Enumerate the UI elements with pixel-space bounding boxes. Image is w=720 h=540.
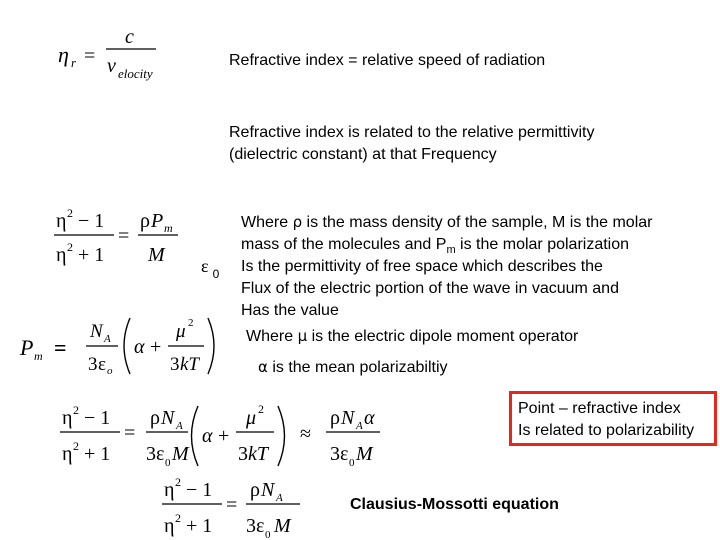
svg-text:α: α [134,336,145,358]
free-space-description: Is the permittivity of free space which describes the [241,258,603,275]
svg-text:− 1: − 1 [186,479,213,501]
svg-text:=: = [118,225,130,247]
svg-text:=: = [124,422,136,444]
svg-text:3: 3 [246,515,256,537]
svg-text:3: 3 [170,354,180,375]
svg-text:ε: ε [256,515,265,537]
svg-text:ε: ε [340,443,349,465]
svg-text:v: v [107,55,116,77]
svg-text:ε: ε [156,443,165,465]
svg-text:0: 0 [265,529,271,540]
svg-text:η: η [58,42,69,67]
svg-text:μ: μ [176,321,186,342]
svg-text:+: + [150,336,162,358]
svg-text:η: η [164,515,175,537]
svg-text:=: = [54,335,67,360]
svg-text:A: A [276,492,283,504]
svg-text:2: 2 [73,403,79,417]
equation-name-label: Clausius-Mossotti equation [350,496,559,513]
svg-text:α: α [202,425,213,447]
svg-text:=: = [226,494,238,516]
svg-text:2: 2 [258,402,264,416]
refractive-speed-statement: Refractive index = relative speed of radiation [229,52,546,69]
svg-text:A: A [356,420,363,432]
clausius-mossotti-equation [160,472,310,540]
svg-text:η: η [56,244,67,266]
svg-text:η: η [164,479,175,501]
rho-symbol: ρ [292,213,303,231]
svg-text:3: 3 [146,443,156,465]
callout-line1: Point – refractive index [518,400,681,417]
svg-text:≈: ≈ [300,423,311,445]
svg-text:m: m [34,349,43,363]
svg-text:A: A [104,333,111,345]
svg-text:ε: ε [98,354,106,375]
svg-text:2: 2 [175,475,181,489]
svg-text:μ: μ [246,407,257,429]
svg-text:M: M [274,515,291,537]
alpha-symbol: α [258,358,268,376]
permittivity-statement-line1: Refractive index is related to the relative permittivity [229,124,595,141]
dipole-description: Where μ is the electric dipole moment operator [246,327,579,345]
svg-text:+ 1: + 1 [84,443,111,465]
molar-polarization-description: mass of the molecules and $P_m$ is the molar polarization [241,236,630,256]
molar-polarization-equation [52,205,182,273]
density-description: Where ρ is the mass density of the sample, M is the molar [241,213,653,231]
svg-text:o: o [107,365,113,377]
svg-text:P: P [20,335,34,360]
svg-text:N: N [161,407,175,429]
svg-text:kT: kT [180,354,199,375]
svg-text:elocity: elocity [118,66,153,81]
combined-equation [58,398,398,470]
svg-text:η: η [62,407,73,429]
svg-text:ρ: ρ [330,407,340,429]
svg-text:ρ: ρ [140,210,150,232]
svg-text:2: 2 [188,317,194,329]
svg-text:− 1: − 1 [84,407,111,429]
svg-text:2: 2 [73,439,79,453]
svg-text:ρ: ρ [150,407,160,429]
svg-text:0: 0 [349,457,355,469]
epsilon-zero-symbol: ε $_0$ [201,256,220,281]
svg-text:η: η [56,210,67,232]
svg-text:M: M [356,443,373,465]
debye-equation [18,312,218,382]
svg-text:+: + [218,425,230,447]
svg-text:η: η [62,443,73,465]
svg-text:α: α [364,407,375,429]
svg-text:2: 2 [67,240,73,254]
has-value-description: Has the value [241,302,339,319]
svg-text:m: m [164,221,173,235]
svg-text:N: N [261,479,275,501]
permittivity-statement-line2: (dielectric constant) at that Frequency [229,146,497,163]
svg-text:r: r [71,55,77,70]
refractive-index-speed-equation [50,22,170,86]
svg-text:N: N [341,407,355,429]
svg-text:3: 3 [88,354,98,375]
svg-text:kT: kT [248,443,268,465]
svg-text:2: 2 [67,206,73,220]
polarizability-description: α is the mean polarizabiltiy [258,358,448,376]
mu-symbol: μ [297,327,308,345]
svg-text:=: = [84,45,96,67]
svg-text:3: 3 [330,443,340,465]
callout-line2: Is related to polarizability [518,422,695,439]
svg-text:+ 1: + 1 [186,515,213,537]
svg-text:0: 0 [165,457,171,469]
svg-text:M: M [148,244,165,266]
svg-text:N: N [90,321,103,342]
flux-description: Flux of the electric portion of the wave in vacuum and [241,280,619,297]
svg-text:− 1: − 1 [78,210,105,232]
svg-text:2: 2 [175,511,181,525]
svg-text:A: A [176,420,183,432]
svg-text:c: c [125,26,134,48]
svg-text:P: P [151,210,164,232]
svg-text:ρ: ρ [250,479,260,501]
svg-text:3: 3 [238,443,248,465]
polarizability-callout [509,391,717,446]
svg-text:+ 1: + 1 [78,244,105,266]
svg-text:M: M [172,443,189,465]
